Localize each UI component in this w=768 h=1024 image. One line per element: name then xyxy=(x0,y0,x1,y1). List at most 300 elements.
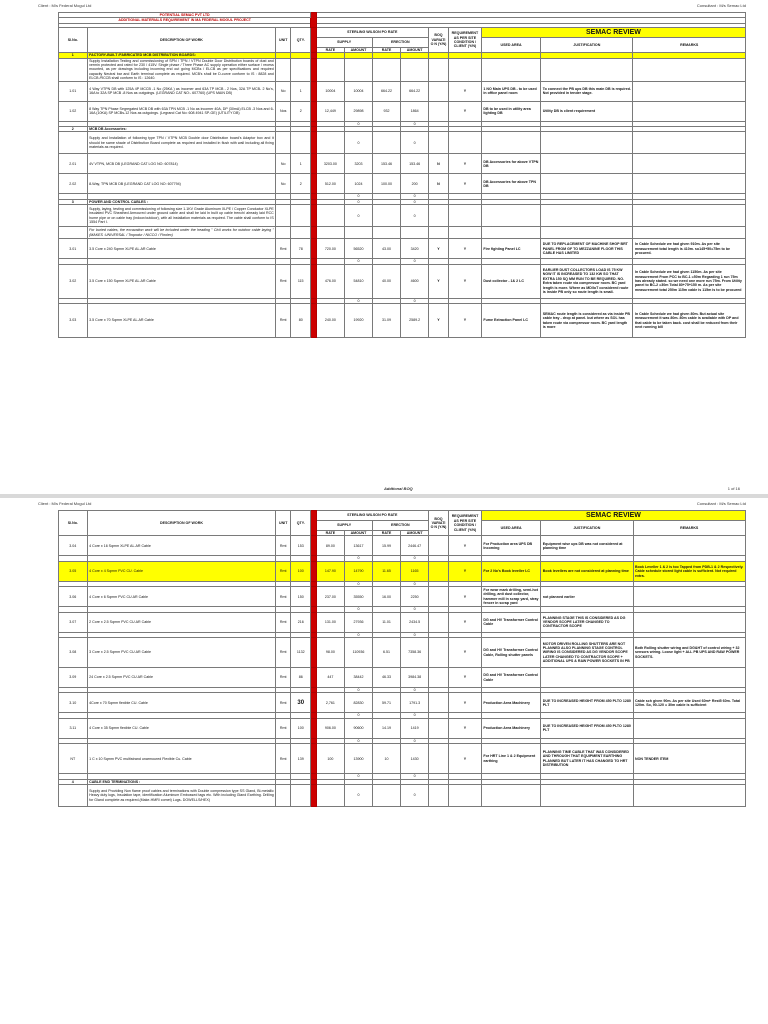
row-remarks: NON TENDER ITEM xyxy=(633,744,746,774)
row-requirement: Y xyxy=(449,638,482,668)
table-row xyxy=(59,101,746,121)
row-remarks xyxy=(633,718,746,738)
row-supply-amount: 0 xyxy=(345,121,373,126)
col-remarks: REMARKS xyxy=(633,37,746,52)
row-slno: 3.04 xyxy=(59,536,88,556)
row-description: 3.5 Core x 150 Sqmm XLPE AL.AR Cable xyxy=(87,264,276,298)
row-description: 4 Way VTPN DB with 125A 4P MCCB -1 No (25KA ) as incomer and 63A TP MCB - 2 Nos, 32A TP MCB- 2 No's, 16A to 32A SP MCB -8 Nos as outgoings. (LEGRAND CAT NO:- 607760) (UPS MAIN DB) xyxy=(87,81,276,101)
col-erection-rate: RATE xyxy=(372,47,401,52)
row-description: Supply, laying, testing and commissioning of following size 1.1KV Grade Aluminum XLPE / Copper Conductor XLPE insulated PVC Sheathed Armoured under ground cable and shall be laid In built up cable trench/ already laid RCC hume pipe or on cable tray (indoor/outdoor), with all installation materials as required. The cable shall conform to IS 1554 Part I. xyxy=(87,205,276,227)
row-boq-variation xyxy=(428,718,448,738)
row-used-area: Production Area Machinery xyxy=(481,693,540,713)
row-qty: 115 xyxy=(291,264,311,298)
row-requirement: Y xyxy=(449,536,482,556)
row-slno: 3.07 xyxy=(59,612,88,632)
row-description: 3.5 Core x 240 Sqmm XLPE AL.AR Cable xyxy=(87,239,276,259)
row-boq-variation: Y xyxy=(428,264,448,298)
semac-review-header: SEMAC REVIEW xyxy=(481,27,745,37)
row-qty: 2 xyxy=(291,101,311,121)
row-slno xyxy=(59,205,88,227)
row-justification: Book levellers are not considered at planning time xyxy=(541,561,633,581)
row-supply-amount xyxy=(345,227,373,239)
row-remarks xyxy=(633,536,746,556)
col-erection: ERECTION xyxy=(372,37,428,47)
row-erection-amount: 2250 xyxy=(401,587,429,607)
col-slno: Sl.No. xyxy=(59,27,88,52)
row-supply-amount: 10004 xyxy=(345,81,373,101)
row-supply-amount: 3203 xyxy=(345,154,373,174)
row-justification xyxy=(541,205,633,227)
row-requirement: Y xyxy=(449,264,482,298)
row-erection-rate: 664.22 xyxy=(372,81,401,101)
row-erection-amount: 2446.47 xyxy=(401,536,429,556)
row-qty: 216 xyxy=(291,612,311,632)
row-supply-rate: 2,761 xyxy=(316,693,345,713)
col-supply: SUPPLY xyxy=(316,521,372,531)
row-used-area: For 2 No's Book leveller LC xyxy=(481,561,540,581)
row-supply-amount: 0 xyxy=(345,607,373,612)
row-used-area: 1 NO Main UPS DB - to be used in office panel room xyxy=(481,81,540,101)
row-erection-amount: 0 xyxy=(401,199,429,204)
col-justification: JUSTIFICATION xyxy=(541,521,633,536)
row-qty: 100 xyxy=(291,718,311,738)
row-unit: No xyxy=(276,81,291,101)
table-row xyxy=(59,154,746,174)
row-requirement xyxy=(449,132,482,154)
row-justification xyxy=(541,668,633,688)
row-slno: 2.02 xyxy=(59,174,88,194)
row-qty: 78 xyxy=(291,239,311,259)
row-supply-amount: 82830 xyxy=(345,693,373,713)
row-erection-amount: 7358.36 xyxy=(401,638,429,668)
row-qty xyxy=(291,205,311,227)
row-supply-amount: 0 xyxy=(345,785,373,807)
row-erection-rate: 46.33 xyxy=(372,668,401,688)
row-boq-variation xyxy=(428,58,448,81)
row-qty: 86 xyxy=(291,668,311,688)
row-erection-rate: 6.51 xyxy=(372,638,401,668)
row-requirement xyxy=(449,58,482,81)
row-remarks: In Cable Schedule we had given 910m. As per site measurement total length is 410m. so145+50=75m to be procured. xyxy=(633,239,746,259)
row-justification xyxy=(541,132,633,154)
row-boq-variation xyxy=(428,132,448,154)
row-unit xyxy=(276,785,291,807)
row-boq-variation xyxy=(428,785,448,807)
row-justification: PLANNING STAGE THIS IS CONSIDERED AS DG VENDOR SCOPE LATER CHANGED TO CONTRACTOR SCOPE xyxy=(541,612,633,632)
row-supply-amount: 27936 xyxy=(345,612,373,632)
consultant-label: Consultant : M/s Semac Ltd xyxy=(696,3,746,8)
row-supply-rate: 12,449 xyxy=(316,101,345,121)
row-boq-variation xyxy=(428,587,448,607)
table-row xyxy=(59,304,746,338)
row-justification xyxy=(541,174,633,194)
row-boq-variation xyxy=(428,536,448,556)
row-remarks xyxy=(633,81,746,101)
row-slno: 3.02 xyxy=(59,264,88,298)
row-supply-rate: 10004 xyxy=(316,81,345,101)
row-requirement: Y xyxy=(449,561,482,581)
row-justification xyxy=(541,227,633,239)
row-supply-rate: 237.00 xyxy=(316,587,345,607)
additional-boq-label: Addtional BOQ xyxy=(384,486,413,491)
row-erection-rate: 11.65 xyxy=(372,561,401,581)
row-supply-rate: 89.00 xyxy=(316,536,345,556)
row-erection-rate: 40.00 xyxy=(372,264,401,298)
row-unit: Rmt xyxy=(276,239,291,259)
row-erection-amount: 2434.5 xyxy=(401,612,429,632)
row-justification xyxy=(541,58,633,81)
row-erection-amount: 0 xyxy=(401,713,429,718)
row-supply-amount: 0 xyxy=(345,298,373,303)
row-erection-rate xyxy=(372,132,401,154)
row-description: 4Core x 70 Sqmm flexible CU. Cable xyxy=(87,693,276,713)
row-justification: Utility DB is client requirement xyxy=(541,101,633,121)
row-erection-amount: 664.22 xyxy=(401,81,429,101)
row-slno xyxy=(59,227,88,239)
row-erection-rate: 11.01 xyxy=(372,612,401,632)
row-supply-amount: 56520 xyxy=(345,239,373,259)
row-erection-amount: 0 xyxy=(401,581,429,586)
row-unit: Rmt xyxy=(276,561,291,581)
row-erection-amount: 0 xyxy=(401,556,429,561)
row-justification: SEMAC route length is considered as via inside PB cable tray - drop at panel. but where as SOL has taken route via compressor room. BC yard length is more xyxy=(541,304,633,338)
row-erection-amount: 0 xyxy=(401,132,429,154)
row-erection-amount: 0 xyxy=(401,774,429,779)
row-supply-amount: 0 xyxy=(345,556,373,561)
col-supply-amount: AMOUNT xyxy=(345,47,373,52)
row-requirement: Y xyxy=(449,174,482,194)
boq-table-page-2 xyxy=(58,510,746,807)
row-qty: 1 xyxy=(291,154,311,174)
row-qty xyxy=(291,227,311,239)
col-description: DESCRIPTION OF WORK xyxy=(87,511,276,536)
col-description: DESCRIPTION OF WORK xyxy=(87,27,276,52)
row-justification: EARLIER DUST COLLECTORS LOAD IS 75 KW NOW IT IS INCREASED TO 132 KW SO THAT EXTRA 150 SQ MM RUN TO BE REQUIRED. NO. Extra taken route via compressor room. BC yard length is more. Where as MD/IoT considered route is inside PB only so route length is small. xyxy=(541,264,633,298)
row-boq-variation xyxy=(428,205,448,227)
col-erection: ERECTION xyxy=(372,521,428,531)
row-remarks xyxy=(633,227,746,239)
row-qty: 139 xyxy=(291,744,311,774)
row-unit xyxy=(276,58,291,81)
row-erection-amount: 0 xyxy=(401,738,429,743)
row-justification xyxy=(541,785,633,807)
row-requirement: Y xyxy=(449,304,482,338)
row-description: 24 Core x 2.5 Sqmm PVC CU.AR Cable xyxy=(87,668,276,688)
row-requirement: Y xyxy=(449,587,482,607)
row-supply-amount: 110936 xyxy=(345,638,373,668)
row-requirement: Y xyxy=(449,154,482,174)
row-supply-rate: 147.90 xyxy=(316,561,345,581)
row-unit: Rmt xyxy=(276,638,291,668)
row-unit: No xyxy=(276,174,291,194)
row-supply-amount: 38442 xyxy=(345,668,373,688)
row-remarks: In Cable Schedule we had given 1150m. As per site measurement From PCC to BC-1 =50m Regarding 1 run 75m has already stated. so we need one more run 75m. From Utility panel to BC-2 =30m Total 80+75+150 m. As per site measurement total 250m 115m cable is 115m is to be procured xyxy=(633,264,746,298)
row-supply-rate xyxy=(316,132,345,154)
row-unit: Rmt xyxy=(276,668,291,688)
table-row xyxy=(59,81,746,101)
row-slno: 3 xyxy=(59,199,88,204)
row-slno: 2.01 xyxy=(59,154,88,174)
row-description: 1 C x 10 Sqmm PVC multistrand unarmoured Flexible Cu. Cable xyxy=(87,744,276,774)
row-used-area: Dust collector - 1& 2 LC xyxy=(481,264,540,298)
row-used-area xyxy=(481,58,540,81)
row-description: 3.5 Core x 70 Sqmm XLPE AL.AR Cable xyxy=(87,304,276,338)
row-boq-variation xyxy=(428,693,448,713)
row-description: CABLE END TERMINATIONS : xyxy=(87,779,276,784)
row-supply-amount: 0 xyxy=(345,688,373,693)
table-row xyxy=(59,264,746,298)
row-remarks xyxy=(633,587,746,607)
row-remarks xyxy=(633,154,746,174)
row-erection-amount: 3420 xyxy=(401,239,429,259)
row-requirement: Y xyxy=(449,668,482,688)
row-qty xyxy=(291,785,311,807)
row-remarks: Book Leveller 1 & 2 is too Tapped from PDB-1 & 2 Respectively. Cable schedule stored light cable is sufficient. Not required extra. xyxy=(633,561,746,581)
row-erection-rate: 932 xyxy=(372,101,401,121)
page-number: 1 of 16 xyxy=(727,486,740,491)
row-remarks: In Cable Schedule we had given 80m. But actual site measurement it was 80m. 80m cable is available with DP and that cable to be taken back. cost shall be reduced from their next running bill xyxy=(633,304,746,338)
row-erection-amount: 1791.3 xyxy=(401,693,429,713)
row-unit: Rmt xyxy=(276,587,291,607)
row-boq-variation xyxy=(428,668,448,688)
row-description: Supply and Providing Non flame proof cables and terminations with Double compression type SS Gland, Bi-metallic Heavy duty lugs, Insulation tape, identification Aluminum Embossed tags etc. With including Gland Earthing. Drilling for Gland complete as required.(Make-HMR/ comet) Lugs- DOWELLS/HEX) xyxy=(87,785,276,807)
table-row xyxy=(59,612,746,632)
row-qty: 2 xyxy=(291,174,311,194)
row-used-area xyxy=(481,132,540,154)
row-erection-amount: 1419 xyxy=(401,718,429,738)
row-used-area: DB to be used in utility area lighting DB xyxy=(481,101,540,121)
row-justification: DUE TO REPLACEMENT OF MACHINE SHOP BRT PANEL FROM GF TO MEZZANINE FLOOR THIS CABLE HAS LIMITED xyxy=(541,239,633,259)
row-unit xyxy=(276,132,291,154)
row-used-area xyxy=(481,205,540,227)
row-slno xyxy=(59,58,88,81)
row-supply-rate: 98.00 xyxy=(316,638,345,668)
row-supply-amount: 1024 xyxy=(345,174,373,194)
row-erection-amount: 0 xyxy=(401,298,429,303)
row-erection-amount: 3984.38 xyxy=(401,668,429,688)
row-supply-amount: 0 xyxy=(345,205,373,227)
row-unit xyxy=(276,205,291,227)
row-erection-rate: 43.00 xyxy=(372,239,401,259)
table-row xyxy=(59,58,746,81)
row-qty: 1132 xyxy=(291,638,311,668)
col-erection-rate: RATE xyxy=(372,531,401,536)
row-erection-amount xyxy=(401,227,429,239)
col-used-area: USED AREA xyxy=(481,37,540,52)
row-erection-rate: 15.99 xyxy=(372,536,401,556)
row-unit: Rmt xyxy=(276,536,291,556)
col-supply-rate: RATE xyxy=(316,531,345,536)
row-remarks xyxy=(633,132,746,154)
row-erection-amount: 0 xyxy=(401,205,429,227)
client-label: Client : M/s Federal Mogul Ltd xyxy=(38,501,92,506)
row-qty: 100 xyxy=(291,561,311,581)
row-erection-amount: 0 xyxy=(401,259,429,264)
row-unit: Rmt xyxy=(276,693,291,713)
page-2 xyxy=(0,498,768,1024)
row-supply-amount: 90600 xyxy=(345,718,373,738)
row-supply-amount: 0 xyxy=(345,194,373,199)
row-description: 4V VTPN, MCB DB (LEGRAND CAT LOG NO: 607814) xyxy=(87,154,276,174)
table-row xyxy=(59,227,746,239)
row-erection-amount: 0 xyxy=(401,632,429,637)
row-supply-amount: 29898 xyxy=(345,101,373,121)
col-slno: Sl.No. xyxy=(59,511,88,536)
col-remarks: REMARKS xyxy=(633,521,746,536)
col-qty: QTY. xyxy=(291,27,311,52)
row-supply-amount: 0 xyxy=(345,774,373,779)
row-requirement xyxy=(449,227,482,239)
col-erection-amount: AMOUNT xyxy=(401,531,429,536)
row-unit: No xyxy=(276,154,291,174)
row-justification: DUE TO INCREASED HEIGHT FROM 450 PLTO 1280 PLT xyxy=(541,718,633,738)
row-qty: 1 xyxy=(291,81,311,101)
row-qty: 150 xyxy=(291,587,311,607)
row-description: 8-Way, TPN MCB DB (LEGRAND CAT LOG NO: 607794) xyxy=(87,174,276,194)
table-row xyxy=(59,718,746,738)
row-slno: 3.06 xyxy=(59,587,88,607)
row-erection-rate xyxy=(372,58,401,81)
row-used-area: For HRT Line 1 & 2 Equipment earthing xyxy=(481,744,540,774)
row-supply-rate: 100 xyxy=(316,744,345,774)
row-supply-rate xyxy=(316,205,345,227)
row-erection-amount: 0 xyxy=(401,785,429,807)
row-qty xyxy=(291,132,311,154)
row-requirement: Y xyxy=(449,81,482,101)
row-used-area: DG and HV Transformer Control Cable xyxy=(481,668,540,688)
row-requirement: Y xyxy=(449,693,482,713)
row-requirement: Y xyxy=(449,101,482,121)
row-erection-amount: 153.46 xyxy=(401,154,429,174)
table-row xyxy=(59,785,746,807)
row-description: FACTORY-BUILT /FABRICATED MCB DISTRIBUTION BOARDS: xyxy=(87,53,276,58)
row-slno: 1 xyxy=(59,53,88,58)
table-row xyxy=(59,668,746,688)
row-supply-rate xyxy=(316,58,345,81)
row-erection-amount: 0 xyxy=(401,607,429,612)
table-row xyxy=(59,638,746,668)
col-supply-rate: RATE xyxy=(316,47,345,52)
row-description: 3 Core x 2.5 Sqmm PVC CU.AR Cable xyxy=(87,638,276,668)
row-used-area: Fire fighting Panel LC xyxy=(481,239,540,259)
row-unit: Nos xyxy=(276,101,291,121)
row-erection-rate: 153.46 xyxy=(372,154,401,174)
row-slno: NT xyxy=(59,744,88,774)
row-erection-amount: 200 xyxy=(401,174,429,194)
row-remarks xyxy=(633,612,746,632)
row-description: 4 Core x 6 Sqmm PVC CU.AR Cable xyxy=(87,587,276,607)
row-erection-rate: 31.09 xyxy=(372,304,401,338)
row-erection-rate xyxy=(372,227,401,239)
row-unit: Rmt xyxy=(276,304,291,338)
row-supply-amount: 0 xyxy=(345,632,373,637)
row-erection-amount xyxy=(401,58,429,81)
row-boq-variation: Y xyxy=(428,239,448,259)
row-slno: 1.01 xyxy=(59,81,88,101)
row-boq-variation xyxy=(428,612,448,632)
row-supply-rate xyxy=(316,785,345,807)
row-erection-amount: 2589.2 xyxy=(401,304,429,338)
row-justification xyxy=(541,154,633,174)
row-boq-variation xyxy=(428,101,448,121)
col-sterling-wilson: STERLING WILSON PO RATE xyxy=(316,511,428,521)
row-boq-variation xyxy=(428,744,448,774)
semac-review-header: SEMAC REVIEW xyxy=(481,511,745,521)
row-used-area: DB Accessories for above TPN DB xyxy=(481,174,540,194)
project-title: ADDITIONAL MATERIALS REQUIREMENT IN MA FEDERAL MOGUL PROJECT xyxy=(59,18,311,23)
row-description: Supply and Installation of following type TPN / VTPN MCB Double door Distribution board's Adaptor box and it should be same shade of Distribution Board complete as required and installed in flush with wall including all fixing materials as required. xyxy=(87,132,276,154)
col-supply: SUPPLY xyxy=(316,37,372,47)
row-slno: 3.03 xyxy=(59,304,88,338)
table-row xyxy=(59,239,746,259)
row-requirement xyxy=(449,785,482,807)
row-slno xyxy=(59,132,88,154)
row-supply-amount: 35550 xyxy=(345,587,373,607)
table-row xyxy=(59,693,746,713)
row-boq-variation: Y xyxy=(428,304,448,338)
col-justification: JUSTIFICATION xyxy=(541,37,633,52)
row-used-area: DG and HV Transformer Control Cable, Rolling shutter panels xyxy=(481,638,540,668)
row-justification: To connect the PB ups DB this main DB is required. Not provided in tender stage. xyxy=(541,81,633,101)
row-slno: 2 xyxy=(59,127,88,132)
row-supply-amount: 0 xyxy=(345,738,373,743)
row-supply-rate: 512.00 xyxy=(316,174,345,194)
row-slno: 3.08 xyxy=(59,638,88,668)
row-supply-rate: 476.00 xyxy=(316,264,345,298)
row-justification: PLANNING TIME CABLE THAT WAS CONSIDERED AND THROUGH THAT EQUIPMENT EARTHING PLANNED BUT LATER IT HAS CHANGED TO HRT DISTRIBUTION xyxy=(541,744,633,774)
row-unit: Rmt xyxy=(276,718,291,738)
row-erection-amount: 1430 xyxy=(401,744,429,774)
row-description: 4 Core x 16 Sqmm XLPE AL.AR Cable xyxy=(87,536,276,556)
row-description: 8 Way TPN Phase Segregated MCB DB with 63A TPN MCB -1 No as incomer 40A, DP (30mA) ELCB -3 Nos and 6- 16A (10KA) SP MCBs-12 Nos as outgoings. (Legrand Cat No: 608 4941 SP-GE) (UTILITY DB) xyxy=(87,101,276,121)
row-supply-amount: 19920 xyxy=(345,304,373,338)
row-supply-amount: 54810 xyxy=(345,264,373,298)
row-supply-amount: 14790 xyxy=(345,561,373,581)
row-qty xyxy=(291,58,311,81)
table-row xyxy=(59,587,746,607)
row-boq-variation xyxy=(428,638,448,668)
row-supply-amount: 0 xyxy=(345,581,373,586)
row-supply-rate: 906.00 xyxy=(316,718,345,738)
row-erection-amount: 1165 xyxy=(401,561,429,581)
row-supply-rate: 3203.00 xyxy=(316,154,345,174)
row-justification: DUE TO INCREASED HEIGHT FROM 450 PLTO 1280 PLT xyxy=(541,693,633,713)
col-erection-amount: AMOUNT xyxy=(401,47,429,52)
row-remarks xyxy=(633,785,746,807)
row-slno: 3.10 xyxy=(59,693,88,713)
row-supply-amount: 0 xyxy=(345,259,373,264)
col-requirement: REQUIREMENT AS PER SITE CONDITION / CLIENT (Y/N) xyxy=(449,511,482,536)
row-used-area: Fume Extraction Panel LC xyxy=(481,304,540,338)
row-erection-rate xyxy=(372,205,401,227)
row-remarks: Cable sch given 90m. As per site Used 60m+ Rest5 60m. Total 120m. So, 90-120 = 30m cable is sufficient xyxy=(633,693,746,713)
row-slno: 3.09 xyxy=(59,668,88,688)
row-erection-rate: 100.00 xyxy=(372,174,401,194)
row-used-area: DG and HV Transformer Control Cable xyxy=(481,612,540,632)
row-used-area: Production Area Machinery xyxy=(481,718,540,738)
row-unit: Rmt xyxy=(276,744,291,774)
row-requirement: Y xyxy=(449,239,482,259)
row-remarks xyxy=(633,101,746,121)
row-boq-variation xyxy=(428,561,448,581)
row-description: POWER AND CONTROL CABLES : xyxy=(87,199,276,204)
row-erection-rate: 16.00 xyxy=(372,587,401,607)
row-used-area: For wear mark drilling, semi-hot drilling, anti dust collector, hammer mill in scrap yard, stray fencer in scrap yard xyxy=(481,587,540,607)
row-description: 4 Core x 4 Sqmm PVC CU. Cable xyxy=(87,561,276,581)
col-supply-amount: AMOUNT xyxy=(345,531,373,536)
row-remarks xyxy=(633,58,746,81)
col-requirement: REQUIREMENT AS PER SITE CONDITION / CLIENT (Y/N) xyxy=(449,27,482,52)
